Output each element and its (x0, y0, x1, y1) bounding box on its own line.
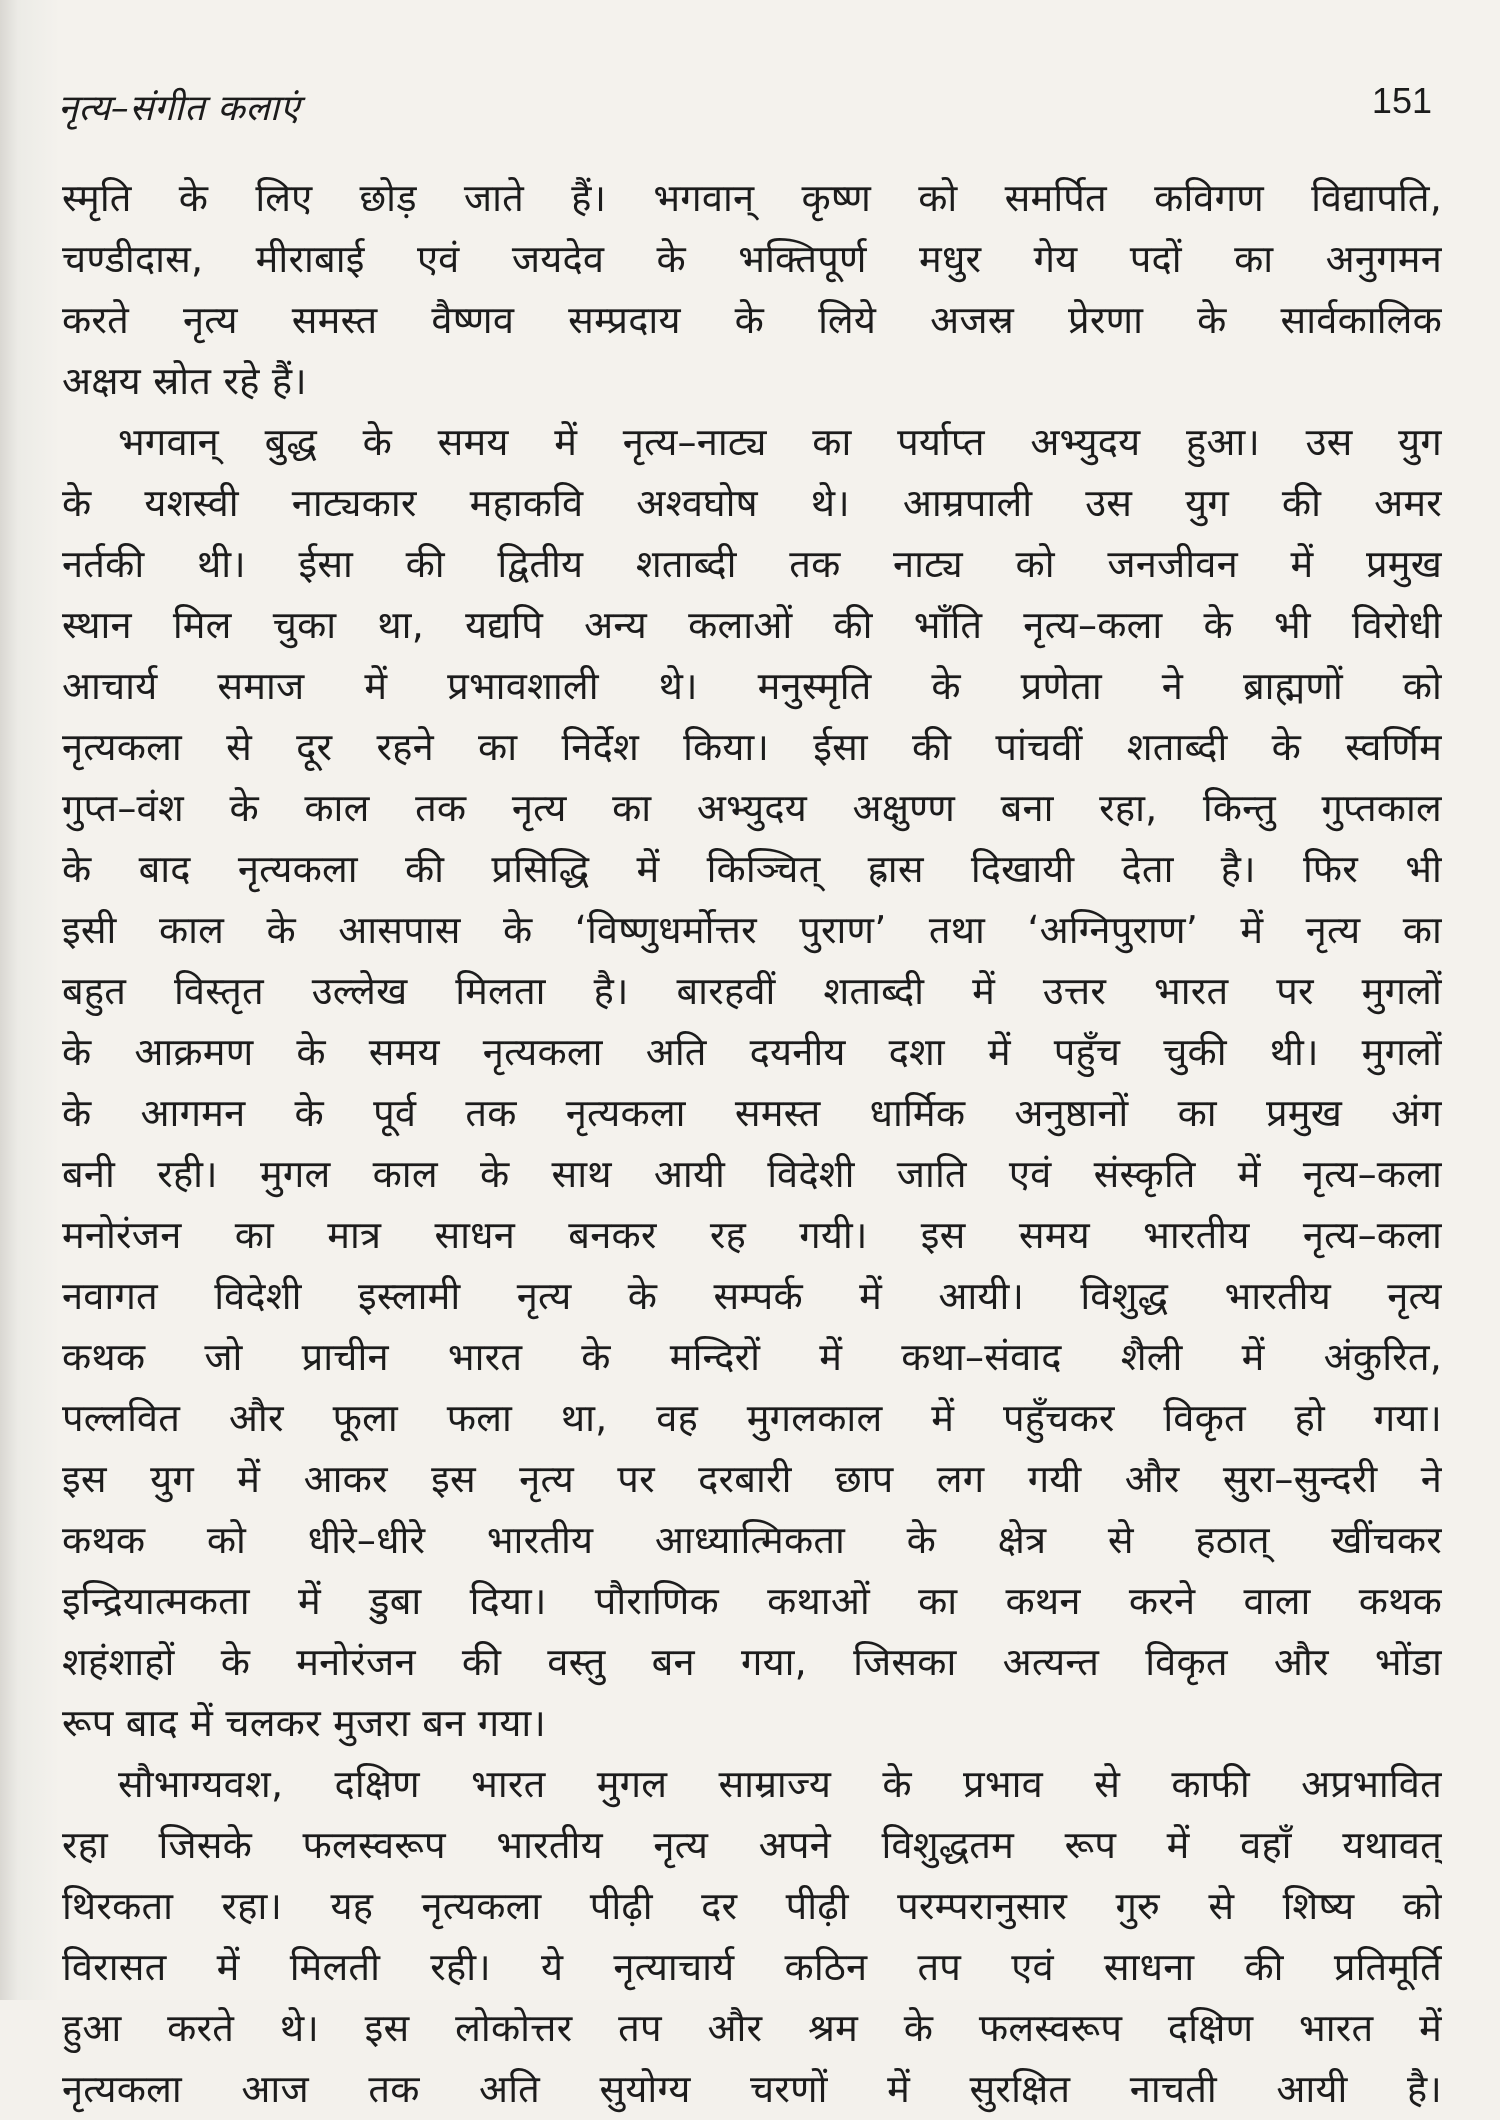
paragraph-start-line: भगवान् बुद्ध के समय में नृत्य–नाट्य का पर्याप्त अभ्युदय हुआ। उस युग (118, 420, 1442, 464)
body-text (62, 168, 1442, 2120)
text-line: रहा जिसके फलस्वरूप भारतीय नृत्य अपने विशुद्धतम रूप में वहाँ यथावत् (62, 1823, 1442, 1867)
text-line: थिरकता रहा। यह नृत्यकला पीढ़ी दर पीढ़ी परम्परानुसार गुरु से शिष्य को (62, 1884, 1442, 1928)
text-line: नर्तकी थी। ईसा की द्वितीय शताब्दी तक नाट्य को जनजीवन में प्रमुख (62, 542, 1442, 586)
text-line: के आगमन के पूर्व तक नृत्यकला समस्त धार्मिक अनुष्ठानों का प्रमुख अंग (62, 1091, 1442, 1135)
text-line: आचार्य समाज में प्रभावशाली थे। मनुस्मृति के प्रणेता ने ब्राह्मणों को (62, 664, 1442, 708)
text-line: रूप बाद में चलकर मुजरा बन गया। (62, 1701, 547, 1745)
text-line: इसी काल के आसपास के ‘विष्णुधर्मोत्तर पुराण’ तथा ‘अग्निपुराण’ में नृत्य का (62, 908, 1442, 952)
text-line: चण्डीदास, मीराबाई एवं जयदेव के भक्तिपूर्ण मधुर गेय पदों का अनुगमन (62, 237, 1442, 281)
text-line: बनी रही। मुगल काल के साथ आयी विदेशी जाति एवं संस्कृति में नृत्य–कला (62, 1152, 1442, 1196)
text-line: विरासत में मिलती रही। ये नृत्याचार्य कठिन तप एवं साधना की प्रतिमूर्ति (62, 1945, 1442, 1989)
text-line: नृत्यकला से दूर रहने का निर्देश किया। ईसा की पांचवीं शताब्दी के स्वर्णिम (62, 725, 1442, 769)
text-line: करते नृत्य समस्त वैष्णव सम्प्रदाय के लिये अजस्र प्रेरणा के सार्वकालिक (62, 298, 1442, 342)
text-line: स्थान मिल चुका था, यद्यपि अन्य कलाओं की भाँति नृत्य–कला के भी विरोधी (62, 603, 1442, 647)
text-line: इस युग में आकर इस नृत्य पर दरबारी छाप लग गयी और सुरा–सुन्दरी ने (62, 1457, 1442, 1501)
text-line: के आक्रमण के समय नृत्यकला अति दयनीय दशा में पहुँच चुकी थी। मुगलों (62, 1030, 1442, 1074)
text-line: बहुत विस्तृत उल्लेख मिलता है। बारहवीं शताब्दी में उत्तर भारत पर मुगलों (62, 969, 1442, 1013)
text-line: शहंशाहों के मनोरंजन की वस्तु बन गया, जिसका अत्यन्त विकृत और भोंडा (62, 1640, 1442, 1684)
page-number: 151 (1371, 80, 1432, 121)
text-line: कथक को धीरे–धीरे भारतीय आध्यात्मिकता के क्षेत्र से हठात् खींचकर (62, 1518, 1442, 1562)
text-line: हुआ करते थे। इस लोकोत्तर तप और श्रम के फलस्वरूप दक्षिण भारत में (62, 2006, 1442, 2050)
text-line: अक्षय स्रोत रहे हैं। (62, 359, 307, 403)
text-line: नवागत विदेशी इस्लामी नृत्य के सम्पर्क में आयी। विशुद्ध भारतीय नृत्य (62, 1274, 1442, 1318)
text-line: कथक जो प्राचीन भारत के मन्दिरों में कथा–संवाद शैली में अंकुरित, (62, 1335, 1442, 1379)
text-line: स्मृति के लिए छोड़ जाते हैं। भगवान् कृष्ण को समर्पित कविगण विद्यापति, (62, 176, 1442, 220)
text-line: के बाद नृत्यकला की प्रसिद्धि में किञ्चित् ह्रास दिखायी देता है। फिर भी (62, 847, 1442, 891)
text-line: के यशस्वी नाट्यकार महाकवि अश्वघोष थे। आम्रपाली उस युग की अमर (62, 481, 1442, 525)
text-line: मनोरंजन का मात्र साधन बनकर रह गयी। इस समय भारतीय नृत्य–कला (62, 1213, 1442, 1257)
text-line: इन्द्रियात्मकता में डुबा दिया। पौराणिक कथाओं का कथन करने वाला कथक (62, 1579, 1442, 1623)
running-head-title: नृत्य–संगीत कलाएं (58, 88, 300, 129)
paragraph-start-line: सौभाग्यवश, दक्षिण भारत मुगल साम्राज्य के प्रभाव से काफी अप्रभावित (118, 1762, 1442, 1806)
text-line: गुप्त–वंश के काल तक नृत्य का अभ्युदय अक्षुण्ण बना रहा, किन्तु गुप्तकाल (62, 786, 1442, 830)
text-line: नृत्यकला आज तक अति सुयोग्य चरणों में सुरक्षित नाचती आयी है। (62, 2067, 1442, 2111)
text-line: पल्लवित और फूला फला था, वह मुगलकाल में पहुँचकर विकृत हो गया। (62, 1396, 1442, 1440)
